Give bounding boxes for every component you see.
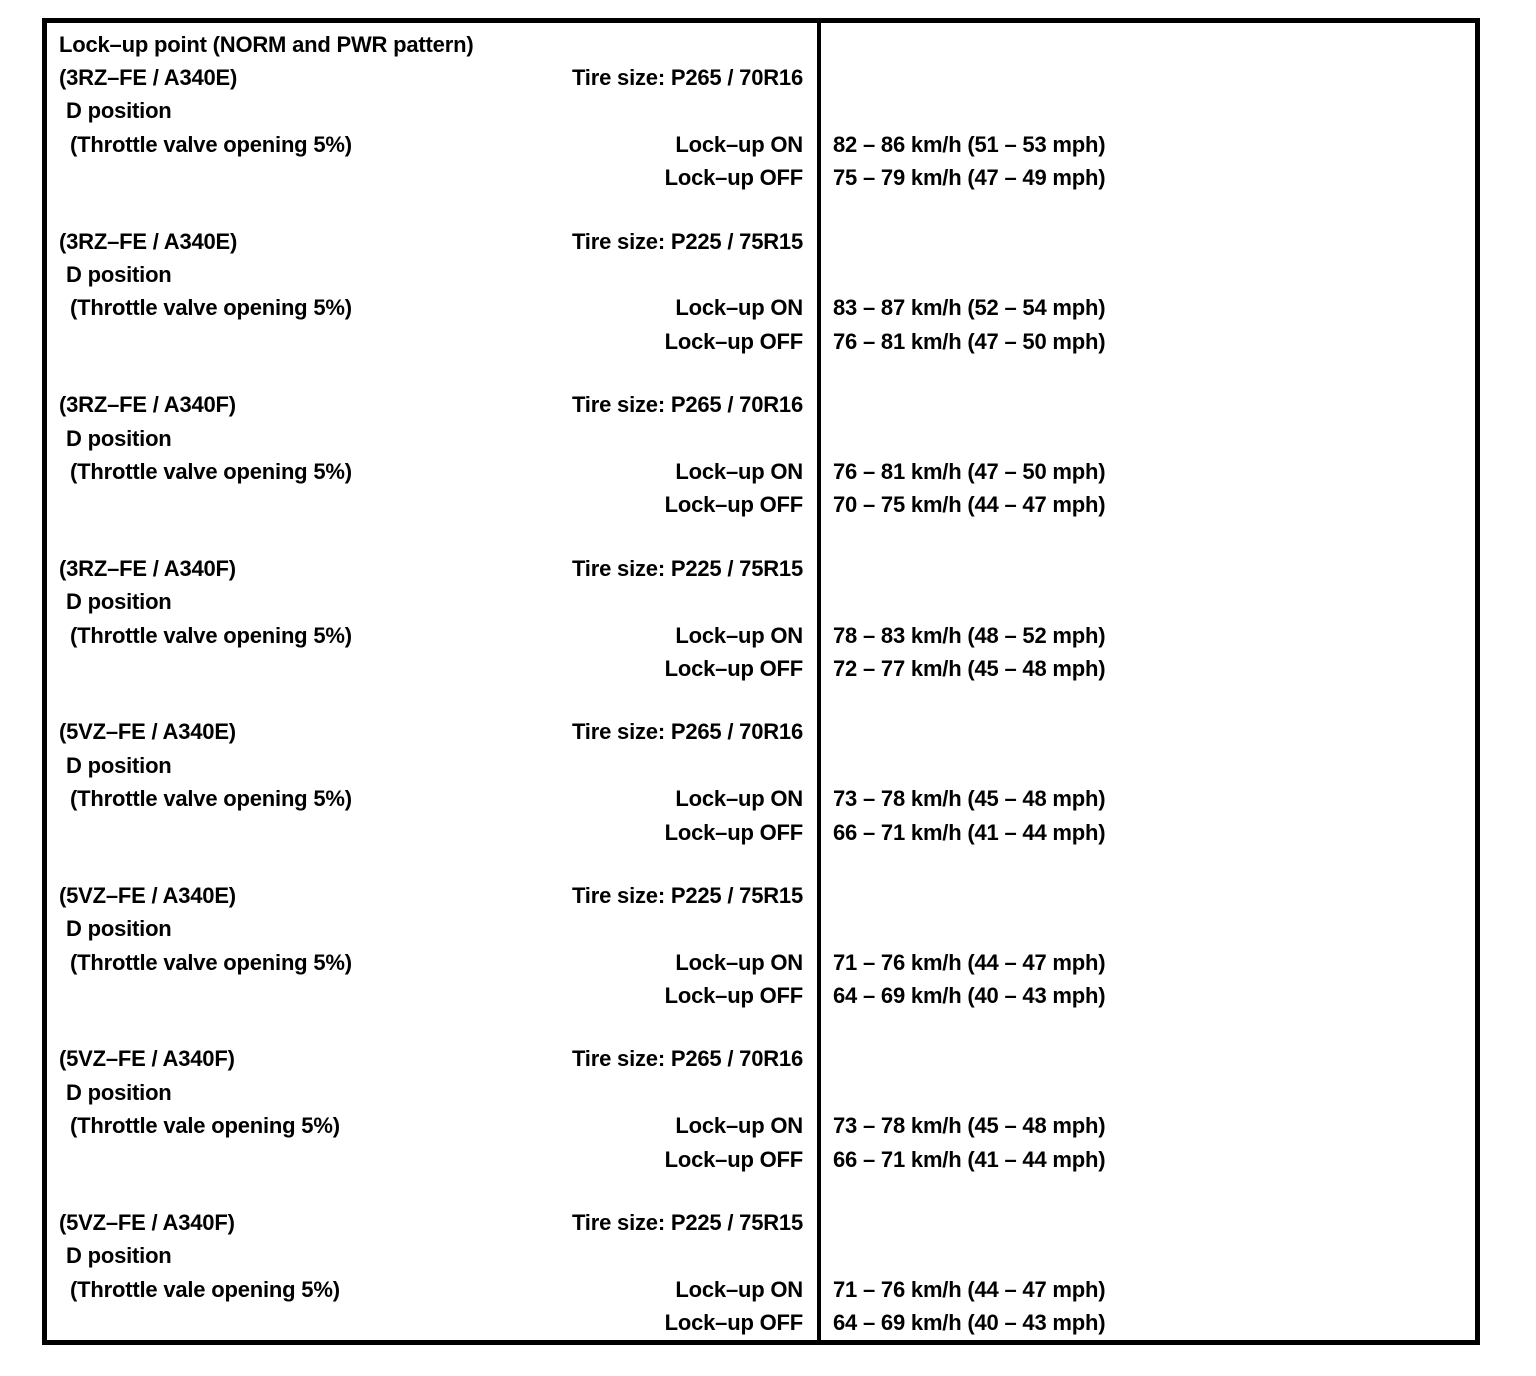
lockup-off-value: 75 – 79 km/h (47 – 49 mph) xyxy=(833,165,1106,191)
lockup-off-label: Lock–up OFF xyxy=(664,165,803,191)
spec-section xyxy=(47,552,1475,686)
lockup-off-value: 72 – 77 km/h (45 – 48 mph) xyxy=(833,655,1106,681)
position-row xyxy=(47,585,1475,618)
lockup-on-label: Lock–up ON xyxy=(675,1276,803,1302)
tire-size-label: Tire size: P225 / 75R15 xyxy=(571,1210,803,1236)
spec-section xyxy=(47,879,1475,1013)
engine-transmission-label: (5VZ–FE / A340E) xyxy=(59,882,236,908)
model-row xyxy=(47,1043,1475,1076)
lockup-on-label: Lock–up ON xyxy=(675,949,803,975)
engine-transmission-label: (3RZ–FE / A340E) xyxy=(59,228,238,254)
lockup-off-row xyxy=(47,1307,1475,1340)
lockup-on-row xyxy=(47,292,1475,325)
gear-position-label: D position xyxy=(66,916,172,942)
tire-size-label: Tire size: P225 / 75R15 xyxy=(571,882,803,908)
position-row xyxy=(47,1240,1475,1273)
throttle-condition-label: (Throttle valve opening 5%) xyxy=(70,458,352,484)
engine-transmission-label: (5VZ–FE / A340E) xyxy=(59,719,236,745)
tire-size-label: Tire size: P225 / 75R15 xyxy=(571,555,803,581)
spec-section xyxy=(47,1206,1475,1340)
position-row xyxy=(47,258,1475,291)
lockup-off-row xyxy=(47,489,1475,522)
lockup-off-label: Lock–up OFF xyxy=(664,983,803,1009)
lockup-off-label: Lock–up OFF xyxy=(664,819,803,845)
lockup-on-row xyxy=(47,1110,1475,1143)
lockup-off-label: Lock–up OFF xyxy=(664,655,803,681)
lockup-on-row xyxy=(47,128,1475,161)
engine-transmission-label: (3RZ–FE / A340E) xyxy=(59,65,238,91)
lockup-off-value: 76 – 81 km/h (47 – 50 mph) xyxy=(833,328,1106,354)
lockup-off-row xyxy=(47,325,1475,358)
spec-section xyxy=(47,61,1475,195)
model-row xyxy=(47,61,1475,94)
lockup-on-label: Lock–up ON xyxy=(675,295,803,321)
model-row xyxy=(47,1206,1475,1239)
lockup-on-row xyxy=(47,1273,1475,1306)
gear-position-label: D position xyxy=(66,1079,172,1105)
throttle-condition-label: (Throttle vale opening 5%) xyxy=(70,1113,340,1139)
lockup-on-row xyxy=(47,946,1475,979)
lockup-on-label: Lock–up ON xyxy=(675,1113,803,1139)
lockup-off-row xyxy=(47,652,1475,685)
gear-position-label: D position xyxy=(66,752,172,778)
lockup-off-value: 64 – 69 km/h (40 – 43 mph) xyxy=(833,983,1106,1009)
position-row xyxy=(47,1076,1475,1109)
lockup-on-row xyxy=(47,619,1475,652)
position-row xyxy=(47,749,1475,782)
table-title: Lock–up point (NORM and PWR pattern) xyxy=(59,31,474,57)
lockup-off-row xyxy=(47,979,1475,1012)
lockup-on-label: Lock–up ON xyxy=(675,131,803,157)
lockup-on-value: 83 – 87 km/h (52 – 54 mph) xyxy=(833,295,1106,321)
tire-size-label: Tire size: P265 / 70R16 xyxy=(571,65,803,91)
gear-position-label: D position xyxy=(66,589,172,615)
lockup-off-value: 64 – 69 km/h (40 – 43 mph) xyxy=(833,1310,1106,1336)
lockup-on-row xyxy=(47,782,1475,815)
gear-position-label: D position xyxy=(66,98,172,124)
tire-size-label: Tire size: P265 / 70R16 xyxy=(571,392,803,418)
model-row xyxy=(47,225,1475,258)
engine-transmission-label: (3RZ–FE / A340F) xyxy=(59,555,236,581)
lockup-on-value: 71 – 76 km/h (44 – 47 mph) xyxy=(833,949,1106,975)
position-row xyxy=(47,95,1475,128)
position-row xyxy=(47,422,1475,455)
model-row xyxy=(47,552,1475,585)
spec-section xyxy=(47,716,1475,850)
lockup-off-label: Lock–up OFF xyxy=(664,492,803,518)
position-row xyxy=(47,913,1475,946)
lockup-off-row xyxy=(47,1143,1475,1176)
model-row xyxy=(47,716,1475,749)
lockup-off-value: 66 – 71 km/h (41 – 44 mph) xyxy=(833,819,1106,845)
throttle-condition-label: (Throttle valve opening 5%) xyxy=(70,786,352,812)
tire-size-label: Tire size: P265 / 70R16 xyxy=(571,1046,803,1072)
lockup-off-label: Lock–up OFF xyxy=(664,328,803,354)
gear-position-label: D position xyxy=(66,425,172,451)
throttle-condition-label: (Throttle valve opening 5%) xyxy=(70,295,352,321)
column-divider-line xyxy=(817,23,821,1340)
lockup-on-value: 73 – 78 km/h (45 – 48 mph) xyxy=(833,786,1106,812)
lockup-on-label: Lock–up ON xyxy=(675,458,803,484)
spec-section xyxy=(47,225,1475,359)
lockup-off-label: Lock–up OFF xyxy=(664,1310,803,1336)
model-row xyxy=(47,389,1475,422)
model-row xyxy=(47,879,1475,912)
lockup-off-value: 70 – 75 km/h (44 – 47 mph) xyxy=(833,492,1106,518)
throttle-condition-label: (Throttle valve opening 5%) xyxy=(70,131,352,157)
engine-transmission-label: (3RZ–FE / A340F) xyxy=(59,392,236,418)
tire-size-label: Tire size: P265 / 70R16 xyxy=(571,719,803,745)
lockup-off-row xyxy=(47,816,1475,849)
lockup-point-spec-table xyxy=(42,18,1480,1345)
lockup-off-value: 66 – 71 km/h (41 – 44 mph) xyxy=(833,1146,1106,1172)
engine-transmission-label: (5VZ–FE / A340F) xyxy=(59,1046,235,1072)
gear-position-label: D position xyxy=(66,1243,172,1269)
lockup-on-value: 78 – 83 km/h (48 – 52 mph) xyxy=(833,622,1106,648)
gear-position-label: D position xyxy=(66,262,172,288)
lockup-on-value: 71 – 76 km/h (44 – 47 mph) xyxy=(833,1276,1106,1302)
lockup-on-value: 73 – 78 km/h (45 – 48 mph) xyxy=(833,1113,1106,1139)
lockup-on-label: Lock–up ON xyxy=(675,622,803,648)
lockup-on-value: 82 – 86 km/h (51 – 53 mph) xyxy=(833,131,1106,157)
spec-section xyxy=(47,389,1475,523)
throttle-condition-label: (Throttle valve opening 5%) xyxy=(70,949,352,975)
table-title-row xyxy=(47,28,1475,61)
lockup-off-row xyxy=(47,162,1475,195)
lockup-on-label: Lock–up ON xyxy=(675,786,803,812)
lockup-off-label: Lock–up OFF xyxy=(664,1146,803,1172)
engine-transmission-label: (5VZ–FE / A340F) xyxy=(59,1210,235,1236)
lockup-on-row xyxy=(47,455,1475,488)
spec-section xyxy=(47,1043,1475,1177)
tire-size-label: Tire size: P225 / 75R15 xyxy=(571,228,803,254)
lockup-on-value: 76 – 81 km/h (47 – 50 mph) xyxy=(833,458,1106,484)
throttle-condition-label: (Throttle vale opening 5%) xyxy=(70,1276,340,1302)
spec-sections-container xyxy=(47,61,1475,1340)
throttle-condition-label: (Throttle valve opening 5%) xyxy=(70,622,352,648)
